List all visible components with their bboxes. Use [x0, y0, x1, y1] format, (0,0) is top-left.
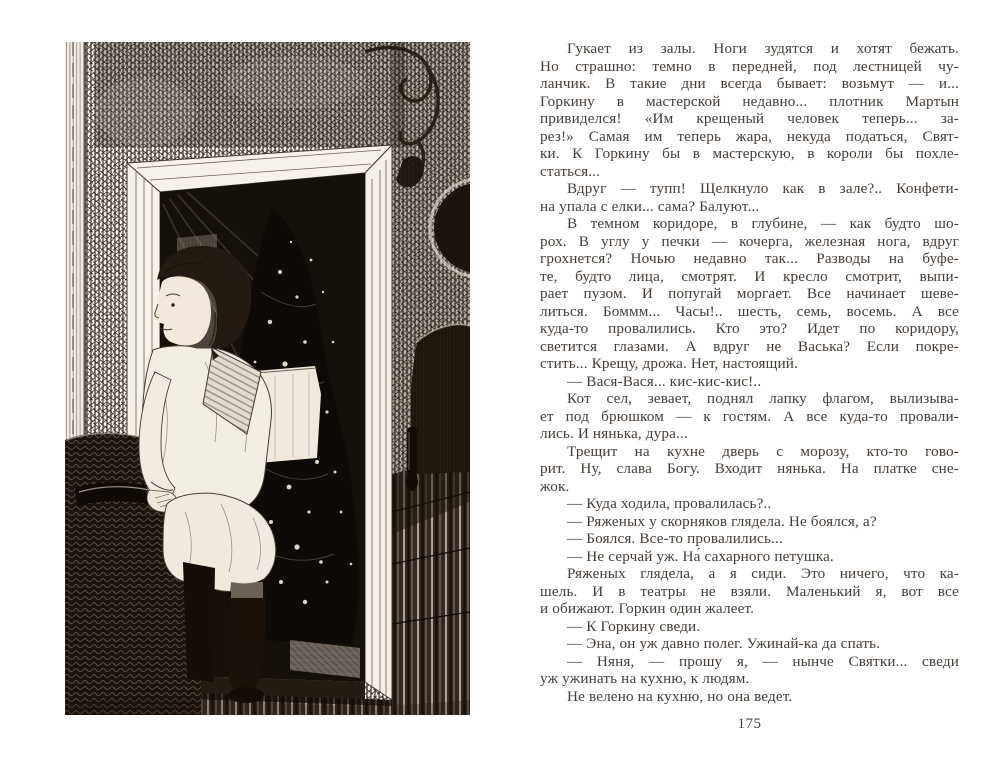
text-line: ет под брюшком — к гостям. А все куда-то провали- [540, 407, 959, 425]
text-line: стить... Крещу, дрожа. Нет, настоящий. [540, 355, 799, 372]
text-line: — Няня, — прошу я, — нынче Святки... сведи [567, 652, 959, 670]
text-line: — Боялся. Все-то провалились... [567, 530, 783, 547]
text-line: В темном коридоре, в глубине, — как будто шо- [567, 215, 959, 232]
text-line: уж ужинать на кухню, к людям. [540, 670, 750, 687]
text-line: — Ряженых у скорняков глядела. Не боялся, а? [567, 512, 877, 530]
illustration-svg [65, 42, 470, 715]
text-line: Не велено на кухню, но она ведет. [567, 687, 793, 705]
text-line: — Эна, он уж давно полег. Ужинай-ка да спать. [567, 635, 881, 652]
text-line: рит. Ну, слава Богу. Входит нянька. На платке сне- [540, 460, 959, 477]
text-line: Вдруг — тупп! Щелкнуло как в зале?.. Конфети- [567, 180, 959, 197]
text-line: лись. И нянька, дура... [540, 425, 688, 442]
page-number: 175 [737, 716, 762, 732]
text-line: статься... [540, 162, 601, 180]
text-line: привиделся! «Им крещеный человек теперь... за- [540, 110, 959, 127]
text-line: светится глазами. А вдруг не Васька? Если покре- [540, 337, 959, 355]
text-line: Ряженых глядела, а я сиди. Это ничего, что ка- [567, 565, 959, 582]
text-line: ки. К Горкину бы в мастерскую, в короли бы похле- [540, 145, 959, 162]
text-line: и обижают. Горкин один жалеет. [540, 600, 755, 617]
text-line: — Вася-Вася... кис-кис-кис!.. [567, 372, 762, 390]
text-line: — К Горкину сведи. [567, 617, 701, 635]
text-line: куда-то провалились. Кто это? Идет по коридору, [540, 320, 959, 337]
text-line: жок. [540, 477, 570, 495]
right-armchair [411, 325, 470, 474]
text-line: рает пузом. И попугай моргает. Все начинает шеве- [540, 285, 959, 302]
text-line: ланчик. В такие дни всегда бывает: возьмут — и... [540, 75, 959, 92]
text-line: на упала с елки... сама? Балуют... [540, 197, 760, 215]
corridor-floor [392, 454, 470, 715]
text-line: Но страшно: темно в передней, под лестницей чу- [540, 57, 959, 75]
text-line: рох. В углу у печки — кочерга, железная нога, вдруг [540, 232, 959, 250]
text-line: Гукает из залы. Ноги зудятся и хотят бежать. [567, 40, 959, 57]
text-line: шель. И в театры не взяли. Маленький я, вот все [540, 582, 959, 600]
text-line: литься. Боммм... Часы!.. шесть, семь, восемь. А все [540, 302, 959, 320]
text-line: Кот сел, зевает, поднял лапку флагом, вылизыва- [567, 390, 959, 407]
text-line: грохнется? Ночью недавно так... Разводы на буфе- [540, 250, 959, 267]
right-page [500, 0, 1000, 759]
text-line: — Куда ходила, провалилась?.. [567, 495, 772, 512]
text-line: те, будто лица, смотрят. И кресло смотрит, выпи- [540, 267, 959, 285]
page-text [540, 40, 959, 705]
door-handle [406, 427, 418, 491]
text-line: рез!» Самая им теперь жара, некуда податься, Свят- [540, 127, 959, 145]
text-line: Горкину в мастерской недавно... плотник Мартын [540, 92, 959, 110]
text-line: — Не серчай уж. На́ сахарного петушка. [567, 547, 834, 565]
illustration [65, 42, 470, 715]
text-line: Трещит на кухне дверь с морозу, кто-то гово- [567, 442, 959, 460]
